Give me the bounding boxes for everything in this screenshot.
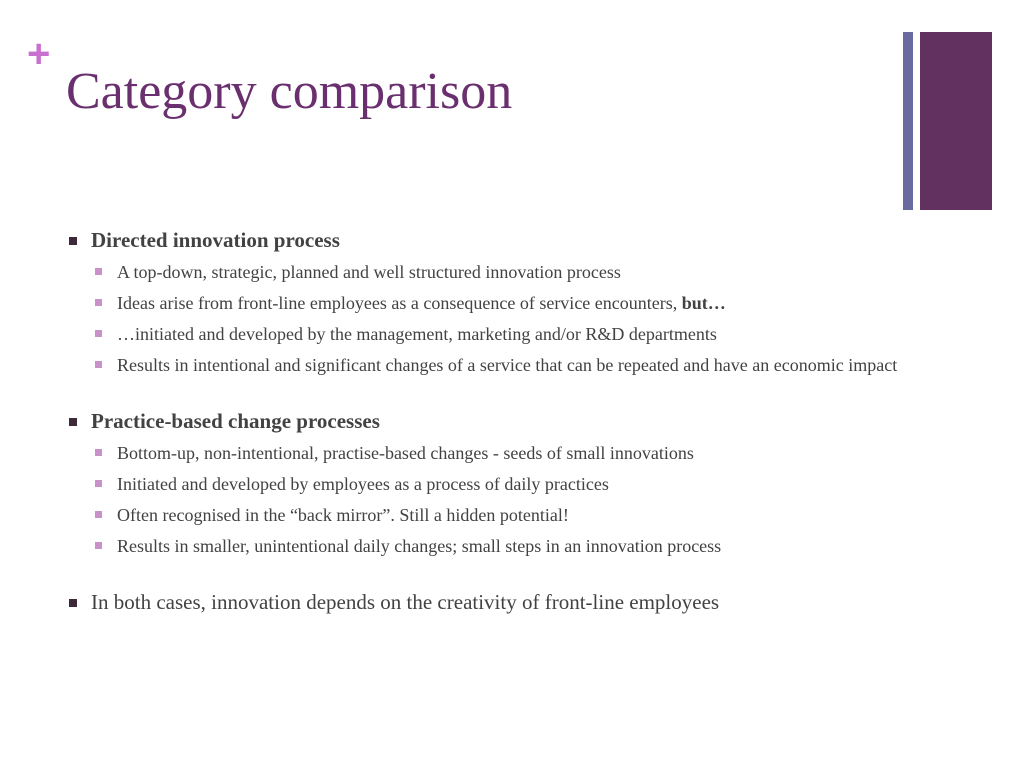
slide-content <box>66 226 926 616</box>
list-item: Often recognised in the “back mirror”. Still a hidden potential! <box>91 503 926 527</box>
sub-bullet-list <box>91 441 926 558</box>
plus-icon: + <box>27 32 51 76</box>
conclusion-bullet: In both cases, innovation depends on the creativity of front-line employees <box>66 588 926 616</box>
list-item: A top-down, strategic, planned and well structured innovation process <box>91 260 926 284</box>
slide-title: Category comparison <box>66 63 513 120</box>
section-directed-innovation <box>66 226 926 377</box>
section-heading: Directed innovation process <box>91 228 340 252</box>
sub-bullet-list <box>91 260 926 377</box>
list-item-emphasis: but… <box>681 293 726 313</box>
list-item: Bottom-up, non-intentional, practise-based changes - seeds of small innovations <box>91 441 926 465</box>
section-heading: Practice-based change processes <box>91 409 380 433</box>
list-item <box>91 291 926 315</box>
list-item: Results in smaller, unintentional daily changes; small steps in an innovation process <box>91 534 926 558</box>
list-item: Results in intentional and significant changes of a service that can be repeated and have an economic impact <box>91 353 926 377</box>
section-practice-based <box>66 407 926 558</box>
list-item: …initiated and developed by the management, marketing and/or R&D departments <box>91 322 926 346</box>
list-item: Initiated and developed by employees as a process of daily practices <box>91 472 926 496</box>
list-item-text: Ideas arise from front-line employees as a consequence of service encounters, <box>117 293 682 313</box>
bullet-list <box>66 226 926 616</box>
decorative-bar-thin <box>903 32 913 210</box>
decorative-bar-thick <box>920 32 992 210</box>
